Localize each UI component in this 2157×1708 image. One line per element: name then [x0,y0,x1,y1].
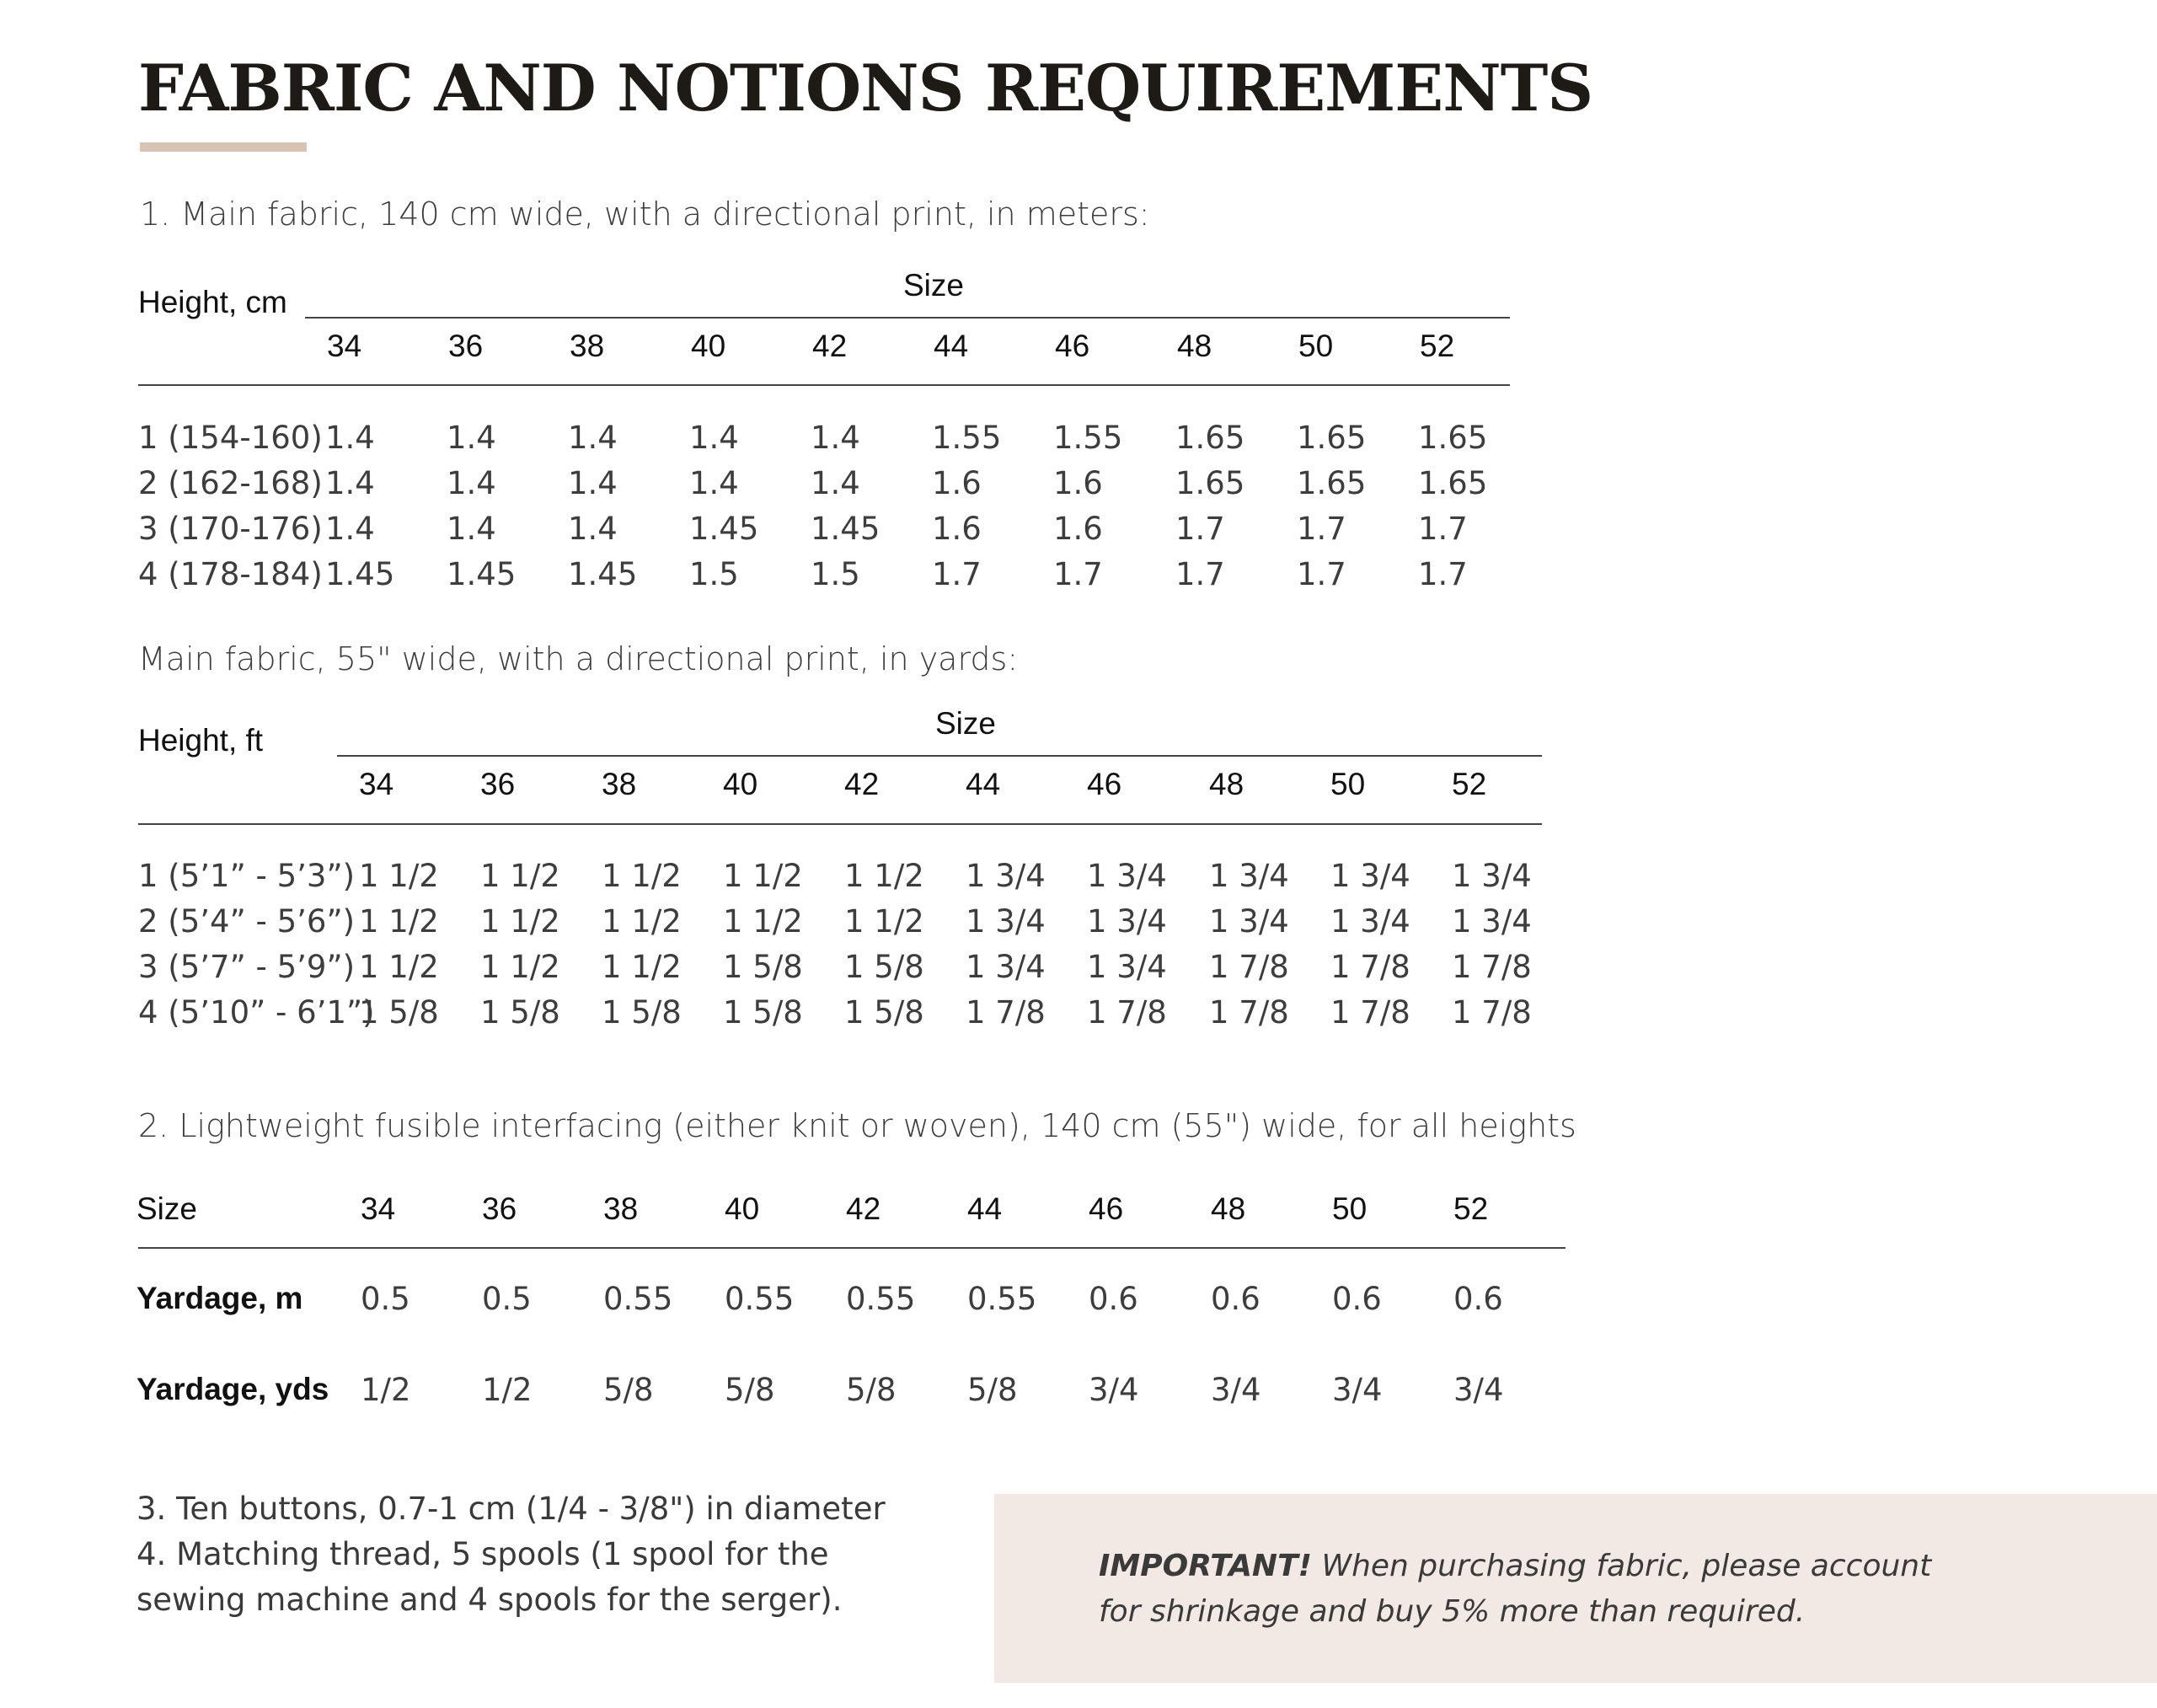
table1-cell: 1.4 [811,420,860,456]
table1-size-header: 42 [812,329,848,363]
table2-size-header: 42 [844,767,880,801]
table1-cell: 1.7 [1175,511,1225,547]
table1-cell: 1.4 [325,511,375,547]
table1-cell: 1.55 [932,420,1002,456]
table3-size-header: 40 [725,1191,760,1226]
table2-size-header: 44 [966,767,1001,801]
table1-cell: 1.4 [568,465,618,501]
table2-size-header: 36 [480,767,516,801]
table2-size-header: 40 [723,767,758,801]
note-thread-line2: sewing machine and 4 spools for the serger). [136,1582,843,1618]
table2-row-header: Height, ft [138,723,264,758]
table3-size-header: 44 [967,1191,1003,1226]
table3-size-header: 42 [846,1191,881,1226]
table1-cell: 1.45 [325,556,395,592]
table3-size-header: 36 [482,1191,517,1226]
table2-size-header: 34 [359,767,394,801]
table2-cell: 1 1/2 [359,903,439,940]
table3-cell: 0.6 [1089,1281,1138,1317]
table1-cell: 1.55 [1053,420,1123,456]
table1-cell: 1.5 [811,556,860,592]
table3-size-header: 48 [1211,1191,1246,1226]
table1-row-label: 3 (170-176) [138,511,323,547]
table2-cell: 1 3/4 [966,949,1046,985]
table3-cell: 5/8 [725,1372,775,1408]
table2-cell: 1 3/4 [966,903,1046,940]
table1-cell: 1.6 [932,465,982,501]
table1-cell: 1.4 [689,465,739,501]
table1-size-header: 48 [1177,329,1212,363]
table2-cell: 1 1/2 [844,858,924,894]
table1-cell: 1.6 [1053,511,1103,547]
table3-cell: 0.5 [361,1281,410,1317]
table3-cell: 1/2 [482,1372,533,1408]
table2-cell: 1 1/2 [480,858,560,894]
table1-row-label: 4 (178-184) [138,556,323,592]
table2-row-label: 1 (5’1” - 5’3”) [138,858,356,894]
table1-cell: 1.45 [689,511,759,547]
table2-cell: 1 7/8 [1452,949,1532,985]
table3-size-header: 46 [1089,1191,1124,1226]
table1-header-rule [138,384,1510,386]
table2-cell: 1 3/4 [966,858,1046,894]
table3-cell: 0.6 [1453,1281,1503,1317]
table2-cell: 1 1/2 [359,949,439,985]
table1-size-header: 36 [448,329,484,363]
table3-row-label: Yardage, m [136,1281,303,1315]
table3-size-header: 52 [1453,1191,1489,1226]
table1-size-header: 44 [934,329,969,363]
table1-cell: 1.4 [447,511,496,547]
table3-row-label: Yardage, yds [136,1372,329,1406]
table1-intro: 1. Main fabric, 140 cm wide, with a directional print, in meters: [140,195,1150,233]
table2-cell: 1 5/8 [723,994,803,1031]
table2-row-label: 4 (5’10” - 6’1”) [138,994,375,1031]
table2-size-header: 48 [1209,767,1244,801]
table2-row-label: 3 (5’7” - 5’9”) [138,949,356,985]
table3-cell: 5/8 [967,1372,1018,1408]
table2-cell: 1 1/2 [602,903,682,940]
table2-size-header: 52 [1452,767,1487,801]
note-buttons: 3. Ten buttons, 0.7-1 cm (1/4 - 3/8") in diameter [136,1491,886,1527]
table1-cell: 1.65 [1297,420,1367,456]
table2-group-rule [337,755,1542,757]
table3-row-header: Size [136,1191,197,1226]
table1-cell: 1.7 [1418,556,1468,592]
table2-cell: 1 5/8 [602,994,682,1031]
table3-cell: 1/2 [361,1372,411,1408]
table3-cell: 0.5 [482,1281,532,1317]
table2-cell: 1 1/2 [359,858,439,894]
table2-cell: 1 3/4 [1330,903,1410,940]
table2-size-header: 46 [1087,767,1122,801]
table3-cell: 0.55 [603,1281,673,1317]
table2-cell: 1 7/8 [966,994,1046,1031]
table2-cell: 1 3/4 [1452,858,1532,894]
table3-cell: 3/4 [1332,1372,1383,1408]
table2-cell: 1 3/4 [1452,903,1532,940]
important-text [1099,1544,1931,1635]
table1-cell: 1.65 [1297,465,1367,501]
table2-cell: 1 3/4 [1330,858,1410,894]
table2-cell: 1 7/8 [1330,949,1410,985]
table1-cell: 1.65 [1175,465,1245,501]
table3-size-header: 38 [603,1191,639,1226]
table2-cell: 1 3/4 [1087,903,1167,940]
table1-cell: 1.4 [568,420,618,456]
important-label: IMPORTANT! [1099,1549,1313,1583]
table3-cell: 3/4 [1453,1372,1504,1408]
table3-size-header: 34 [361,1191,396,1226]
table1-cell: 1.7 [1175,556,1225,592]
important-line2: for shrinkage and buy 5% more than required. [1099,1594,1806,1629]
table3-cell: 0.6 [1211,1281,1260,1317]
table1-cell: 1.65 [1418,465,1488,501]
note-thread-line1: 4. Matching thread, 5 spools (1 spool for the [136,1536,829,1572]
table3-cell: 3/4 [1089,1372,1139,1408]
table2-cell: 1 1/2 [480,949,560,985]
table2-size-group: Size [935,706,996,741]
table1-row-label: 1 (154-160) [138,420,323,456]
table3-cell: 5/8 [846,1372,897,1408]
table1-cell: 1.45 [811,511,880,547]
table1-size-header: 40 [691,329,726,363]
table3-cell: 0.55 [725,1281,795,1317]
table2-cell: 1 1/2 [480,903,560,940]
table1-cell: 1.65 [1418,420,1488,456]
table1-size-header: 46 [1055,329,1090,363]
table3-cell: 0.55 [967,1281,1037,1317]
table1-size-header: 50 [1298,329,1334,363]
table3-size-header: 50 [1332,1191,1368,1226]
table2-cell: 1 5/8 [359,994,439,1031]
table2-cell: 1 1/2 [602,858,682,894]
table1-cell: 1.6 [932,511,982,547]
page-title: FABRIC AND NOTIONS REQUIREMENTS [138,51,1593,126]
table1-group-rule [305,317,1510,319]
table2-cell: 1 1/2 [723,858,803,894]
table1-cell: 1.5 [689,556,739,592]
table2-cell: 1 5/8 [480,994,560,1031]
table3-cell: 0.6 [1332,1281,1382,1317]
table1-cell: 1.4 [447,420,496,456]
table1-size-header: 38 [570,329,605,363]
table2-cell: 1 3/4 [1087,949,1167,985]
table1-cell: 1.7 [1053,556,1103,592]
table1-size-header: 52 [1420,329,1455,363]
table1-cell: 1.7 [1418,511,1468,547]
table2-cell: 1 7/8 [1452,994,1532,1031]
notes-block [136,1486,886,1623]
table2-cell: 1 5/8 [844,949,924,985]
table1-cell: 1.4 [568,511,618,547]
table3-cell: 0.55 [846,1281,916,1317]
table1-row-label: 2 (162-168) [138,465,323,501]
table2-cell: 1 1/2 [723,903,803,940]
table2-size-header: 38 [602,767,637,801]
table2-cell: 1 3/4 [1209,903,1289,940]
table1-cell: 1.4 [447,465,496,501]
title-accent-bar [140,142,307,152]
table1-cell: 1.6 [1053,465,1103,501]
table3-cell: 3/4 [1211,1372,1261,1408]
table2-intro: Main fabric, 55" wide, with a directional print, in yards: [138,640,1019,677]
table2-header-rule [138,823,1542,825]
important-line1: When purchasing fabric, please account [1312,1549,1932,1583]
table2-cell: 1 3/4 [1087,858,1167,894]
table3-intro: 2. Lightweight fusible interfacing (either knit or woven), 140 cm (55") wide, for all heights [138,1107,1576,1144]
table1-cell: 1.7 [932,556,982,592]
table1-cell: 1.45 [447,556,517,592]
table2-cell: 1 1/2 [602,949,682,985]
table1-size-header: 34 [327,329,362,363]
table2-cell: 1 3/4 [1209,858,1289,894]
table2-cell: 1 5/8 [844,994,924,1031]
table2-cell: 1 5/8 [723,949,803,985]
table1-cell: 1.45 [568,556,638,592]
table3-header-rule [138,1247,1566,1249]
table1-row-header: Height, cm [138,285,287,319]
table1-size-group: Size [903,268,964,303]
table1-cell: 1.7 [1297,556,1346,592]
table1-cell: 1.65 [1175,420,1245,456]
table2-size-header: 50 [1330,767,1366,801]
table1-cell: 1.7 [1297,511,1346,547]
table1-cell: 1.4 [325,420,375,456]
table2-row-label: 2 (5’4” - 5’6”) [138,903,356,940]
table2-cell: 1 7/8 [1087,994,1167,1031]
table3-cell: 5/8 [603,1372,654,1408]
table2-cell: 1 7/8 [1209,994,1289,1031]
table1-cell: 1.4 [689,420,739,456]
table2-cell: 1 7/8 [1330,994,1410,1031]
table1-cell: 1.4 [811,465,860,501]
table2-cell: 1 1/2 [844,903,924,940]
table2-cell: 1 7/8 [1209,949,1289,985]
table1-cell: 1.4 [325,465,375,501]
